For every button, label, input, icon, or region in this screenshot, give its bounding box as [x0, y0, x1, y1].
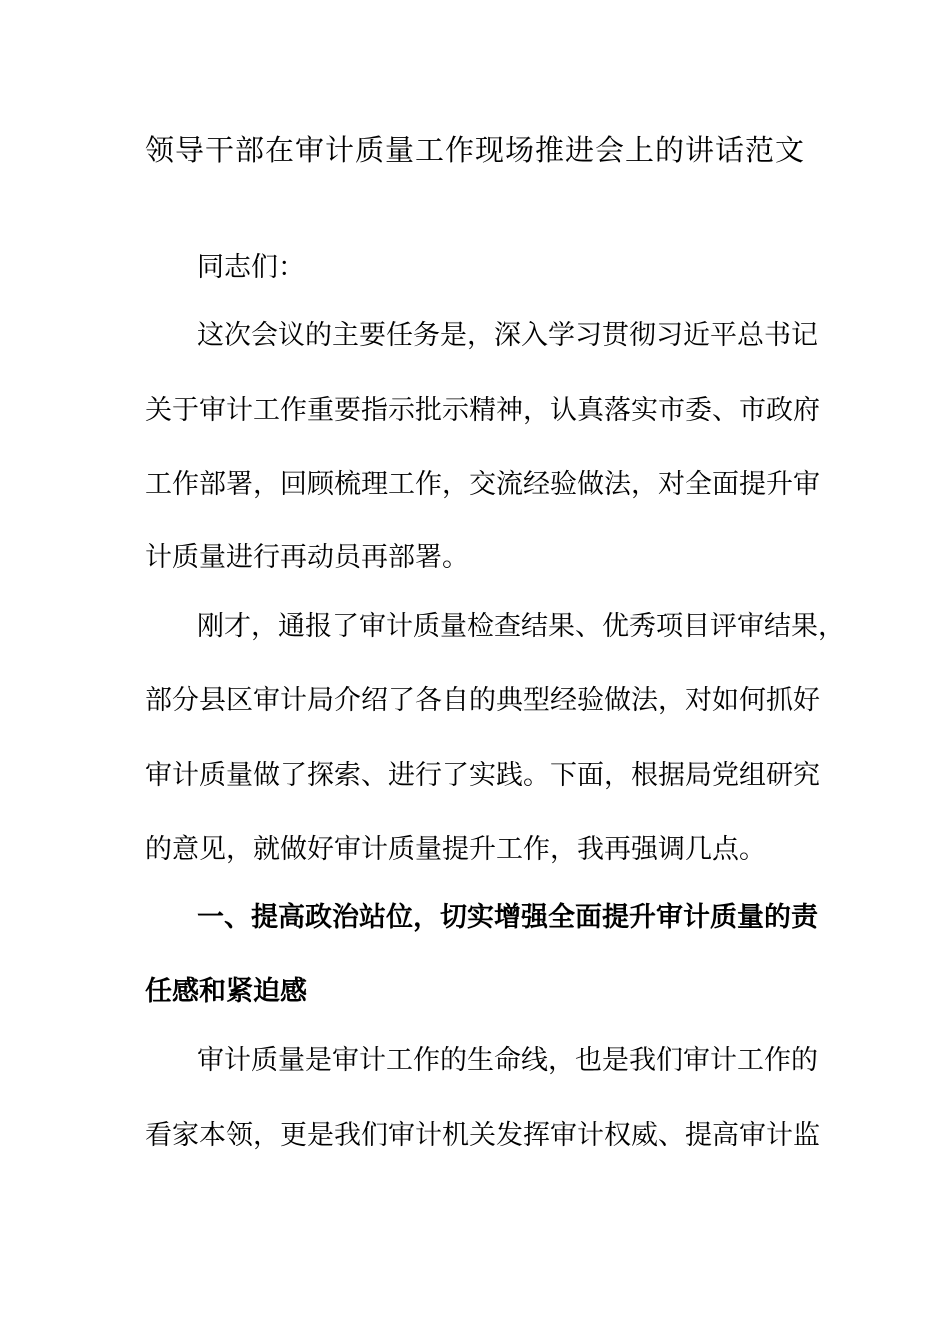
- document-title: 领导干部在审计质量工作现场推进会上的讲话范文: [144, 133, 805, 167]
- section-heading: 一、提高政治站位，切实增强全面提升审计质量的责: [197, 902, 818, 933]
- section-heading: 任感和紧迫感: [145, 976, 307, 1007]
- paragraph-line: 审计质量做了探索、进行了实践。下面，根据局党组研究: [145, 760, 820, 791]
- greeting: 同志们：: [197, 252, 305, 283]
- paragraph-line: 工作部署，回顾梳理工作，交流经验做法，对全面提升审: [145, 469, 820, 500]
- paragraph-line: 这次会议的主要任务是，深入学习贯彻习近平总书记: [197, 320, 818, 351]
- paragraph-line: 关于审计工作重要指示批示精神，认真落实市委、市政府: [145, 395, 820, 426]
- paragraph-line: 计质量进行再动员再部署。: [145, 542, 469, 573]
- paragraph-line: 刚才，通报了审计质量检查结果、优秀项目评审结果，: [197, 611, 845, 642]
- paragraph-line: 的意见，就做好审计质量提升工作，我再强调几点。: [145, 834, 766, 865]
- paragraph-line: 看家本领，更是我们审计机关发挥审计权威、提高审计监: [145, 1120, 820, 1151]
- paragraph-line: 部分县区审计局介绍了各自的典型经验做法，对如何抓好: [145, 685, 820, 716]
- paragraph-line: 审计质量是审计工作的生命线，也是我们审计工作的: [197, 1045, 818, 1076]
